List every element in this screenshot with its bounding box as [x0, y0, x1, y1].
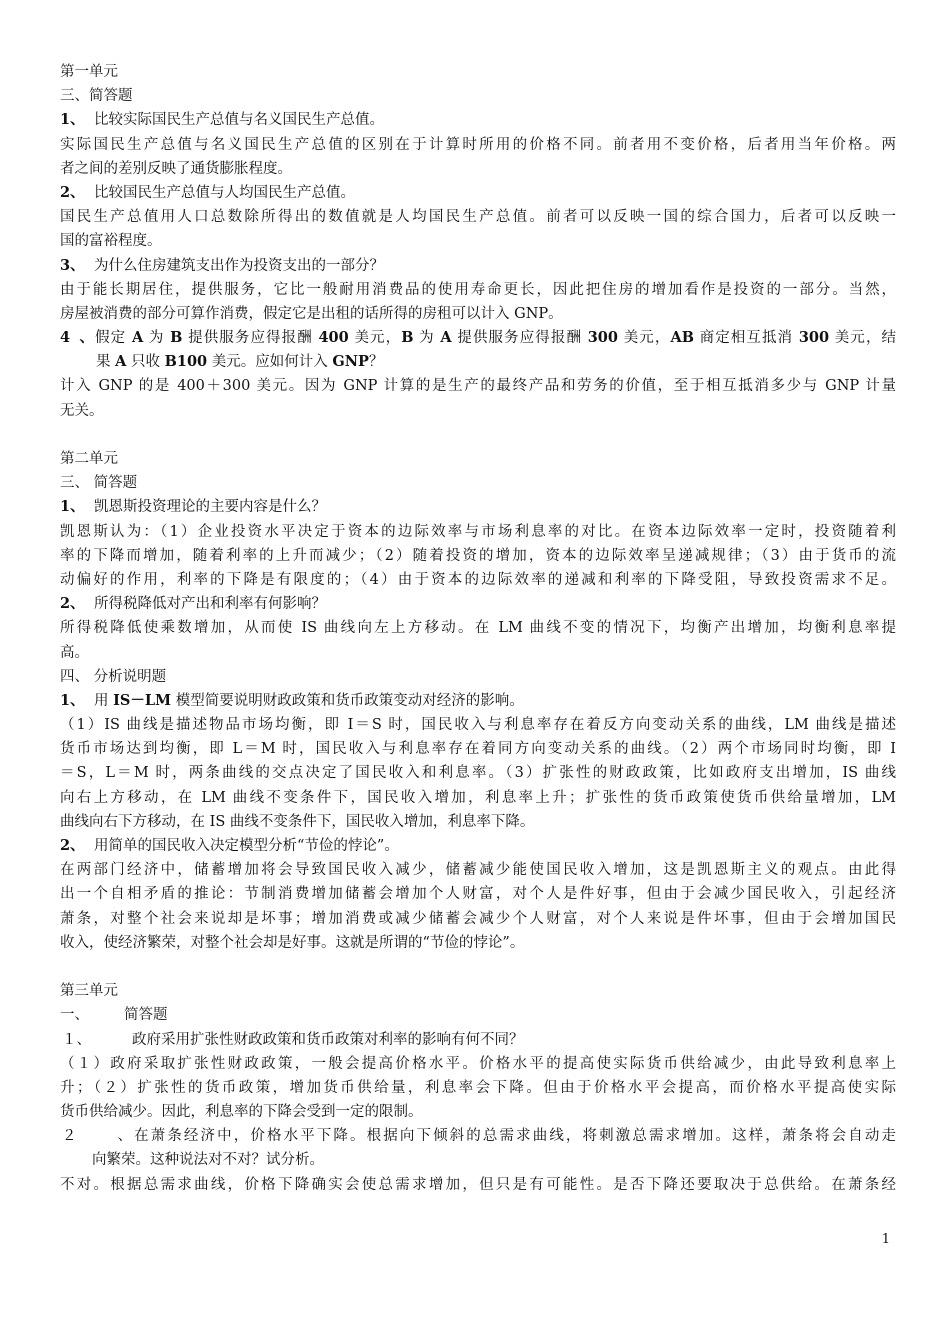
unit1-question-3 [60, 254, 896, 278]
unit1-answer-2-line: 国的富裕程度。 [60, 233, 162, 250]
unit2-answer-3-line: 向右上方移动，在 LM 曲线不变条件下，国民收入增加，利息率上升；扩张性的货币政策使货币供给量增加，LM [60, 789, 896, 806]
question-text: 只收 [126, 354, 165, 371]
question-text: 为什么住房建筑支出作为投资支出的一部分？ [94, 257, 384, 274]
unit3-answer-1-line: 货币供给减少。因此，利息率的下降会受到一定的限制。 [60, 1104, 423, 1121]
unit3-title: 第三单元 [60, 983, 118, 1000]
unit2-answer-1-line: 率的下降而增加，随着利率的上升而减少；（2）随着投资的增加，资本的边际效率呈递减规律；（3）由于货币的流 [60, 547, 896, 564]
question-text: 在萧条经济中，价格水平下降。根据向下倾斜的总需求曲线，将刺激总需求增加。这样，萧条将会自动走 [132, 1128, 896, 1145]
unit1-answer-3-line: 房屋被消费的部分可算作消费，假定它是出租的话所得的房租可以计入 GNP。 [60, 305, 563, 322]
unit1-question-1 [60, 108, 896, 132]
unit2-answer-4-line: 出一个自相矛盾的推论：节制消费增加储蓄会增加个人财富，对个人是件好事，但由于会减少国民收入，引起经济 [60, 886, 896, 903]
unit2-question-2 [60, 592, 896, 616]
question-number: １、 [62, 1031, 91, 1048]
question-text-bold: A [115, 353, 127, 371]
document-page [60, 60, 896, 1197]
question-number: 2、 [60, 595, 85, 613]
unit2-answer-1-line: 凯恩斯认为：（1）企业投资水平决定于资本的边际效率与市场利息率的对比。在资本边际效率一定时，投资随着利 [60, 523, 896, 540]
question-number: 3、 [60, 256, 85, 274]
question-text-bold: 300 [798, 329, 830, 347]
question-text: 美元。应如何计入 [207, 354, 333, 371]
question-text-bold: B [170, 329, 183, 347]
unit3-question-1 [60, 1028, 896, 1052]
unit2-section-heading: 三、 简答题 [60, 475, 138, 492]
unit2-title: 第二单元 [60, 451, 118, 467]
unit3-answer-1-line: 升；（２）扩张性的货币政策，增加货币供给量，利息率会下降。但由于价格水平会提高，而价格水平提高使实际 [60, 1079, 896, 1096]
question-text: 模型简要说明财政政策和货币政策变动对经济的影响。 [171, 692, 524, 709]
question-number: 1、 [60, 498, 85, 516]
question-text: 为 [143, 330, 171, 347]
question-text: 提供服务应得报酬 [182, 330, 319, 347]
question-text: 假定 [94, 330, 132, 347]
unit2-question-3 [60, 689, 896, 713]
unit2-answer-2-line: 所得税降低使乘数增加，从而使 IS 曲线向左上方移动。在 LM 曲线不变的情况下，均衡产出增加，均衡利息率提 [60, 620, 896, 637]
question-text-bold: B [401, 329, 414, 347]
unit1-question-4 [60, 326, 896, 350]
question-text-bold: IS－LM [113, 691, 172, 709]
unit1-answer-1-line: 者之间的差别反映了通货膨胀程度。 [60, 160, 292, 177]
question-text: 美元，结 [829, 330, 897, 347]
unit3-section-heading [60, 1003, 896, 1027]
unit2-answer-2-line: 高。 [60, 644, 89, 661]
section-number: 一、 [60, 1007, 89, 1024]
unit1-answer-3-line: 由于能长期居住，提供服务，它比一般耐用消费品的使用寿命更长，因此把住房的增加看作是投资的一部分。当然， [60, 281, 896, 298]
unit2-question-4 [60, 834, 896, 858]
question-text: ？ [368, 354, 384, 371]
question-number: 1、 [60, 691, 85, 709]
unit2-answer-3-line: （1）IS 曲线是描述物品市场均衡，即 I＝S 时，国民收入与利息率存在着反方向变动关系的曲线，LM 曲线是描述 [60, 717, 896, 734]
question-number: 1、 [60, 111, 85, 129]
question-text: 用 [94, 692, 114, 709]
unit2-answer-4-line: 在两部门经济中，储蓄增加将会导致国民收入减少，储蓄减少能使国民收入增加，这是凯恩斯主义的观点。由此得 [60, 862, 896, 879]
unit3-question-2-cont: 向繁荣。这种说法对不对？试分析。 [92, 1152, 324, 1169]
question-text: 为 [413, 330, 441, 347]
unit1-question-4-cont [60, 350, 896, 374]
question-text-bold: 400 [318, 329, 349, 347]
unit2-answer-1-line: 动偏好的作用，利率的下降是有限度的；（4）由于资本的边际效率的递减和利率的下降受阻，导致投资需求不足。 [60, 571, 896, 588]
unit2-question-1 [60, 495, 896, 519]
question-text: 所得税降低对产出和利率有何影响？ [94, 596, 326, 613]
unit1-answer-4-line: 计入 GNP 的是 400＋300 美元。因为 GNP 计算的是生产的最终产品和劳务的价值，至于相互抵消多少与 GNP 计量 [60, 378, 896, 395]
unit3-answer-1-line: （１）政府采取扩张性财政政策，一般会提高价格水平。价格水平的提高使实际货币供给减少，由此导致利息率上 [60, 1055, 896, 1072]
question-text-bold: AB [670, 329, 694, 347]
question-text: 美元， [618, 330, 671, 347]
question-text-bold: A [440, 329, 452, 347]
unit2-answer-4-line: 萧条，对整个社会来说却是坏事；增加消费或减少储蓄会减少个人财富，对个人来说是件坏事，但由于会增加国民 [60, 910, 896, 927]
question-text: 美元， [348, 330, 402, 347]
question-text: 提供服务应得报酬 [451, 330, 588, 347]
unit2-answer-3-line: 曲线向右下方移动，在 IS 曲线不变条件下，国民收入增加，利息率下降。 [60, 813, 535, 830]
unit2-section-heading-2: 四、 分析说明题 [60, 668, 167, 685]
question-text: 比较实际国民生产总值与名义国民生产总值。 [94, 112, 384, 129]
question-text-bold: GNP [332, 353, 369, 371]
question-number: 2、 [60, 837, 85, 854]
unit2-answer-3-line: ＝S，L＝M 时，两条曲线的交点决定了国民收入和利息率。（3）扩张性的财政政策，比如政府支出增加，IS 曲线 [60, 765, 896, 782]
unit3-question-2 [60, 1124, 896, 1148]
unit1-title: 第一单元 [60, 64, 118, 80]
unit1-answer-1-line: 实际国民生产总值与名义国民生产总值的区别在于计算时所用的价格不同。前者用不变价格，后者用当年价格。两 [60, 136, 896, 153]
unit2-answer-4-line: 收入，使经济繁荣，对整个社会却是好事。这就是所谓的“节俭的悖论”。 [60, 934, 525, 951]
unit1-answer-4-line: 无关。 [60, 402, 104, 419]
unit1-section-heading: 三、简答题 [60, 88, 133, 105]
unit1-question-2 [60, 181, 896, 205]
question-number: 4、 [60, 329, 94, 347]
unit2-answer-3-line: 货币市场达到均衡，即 L＝M 时，国民收入与利息率存在着同方向变动关系的曲线。（2）两个市场同时均衡，即 I [60, 741, 896, 758]
question-text: 商定相互抵消 [693, 330, 799, 347]
question-text: 用简单的国民收入决定模型分析“节俭的悖论”。 [94, 838, 399, 854]
question-text: 政府采用扩张性财政政策和货币政策对利率的影响有何不同？ [132, 1031, 524, 1048]
question-number: 2、 [60, 183, 85, 201]
question-text-bold: 300 [587, 329, 618, 347]
unit3-answer-2-line: 不对。根据总需求曲线，价格下降确实会使总需求增加，但只是有可能性。是否下降还要取决于总供给。在萧条经 [60, 1176, 896, 1193]
question-text: 比较国民生产总值与人均国民生产总值。 [94, 184, 355, 201]
question-text-bold: B100 [164, 353, 208, 371]
question-text: 果 [96, 354, 116, 371]
unit1-answer-2-line: 国民生产总值用人口总数除所得出的数值就是人均国民生产总值。前者可以反映一国的综合国力，后者可以反映一 [60, 209, 896, 226]
question-text: 凯恩斯投资理论的主要内容是什么？ [94, 499, 326, 516]
page-number: 1 [881, 1232, 890, 1247]
question-number: ２、 [62, 1128, 132, 1145]
question-text-bold: A [131, 329, 144, 347]
section-text: 简答题 [124, 1007, 168, 1024]
